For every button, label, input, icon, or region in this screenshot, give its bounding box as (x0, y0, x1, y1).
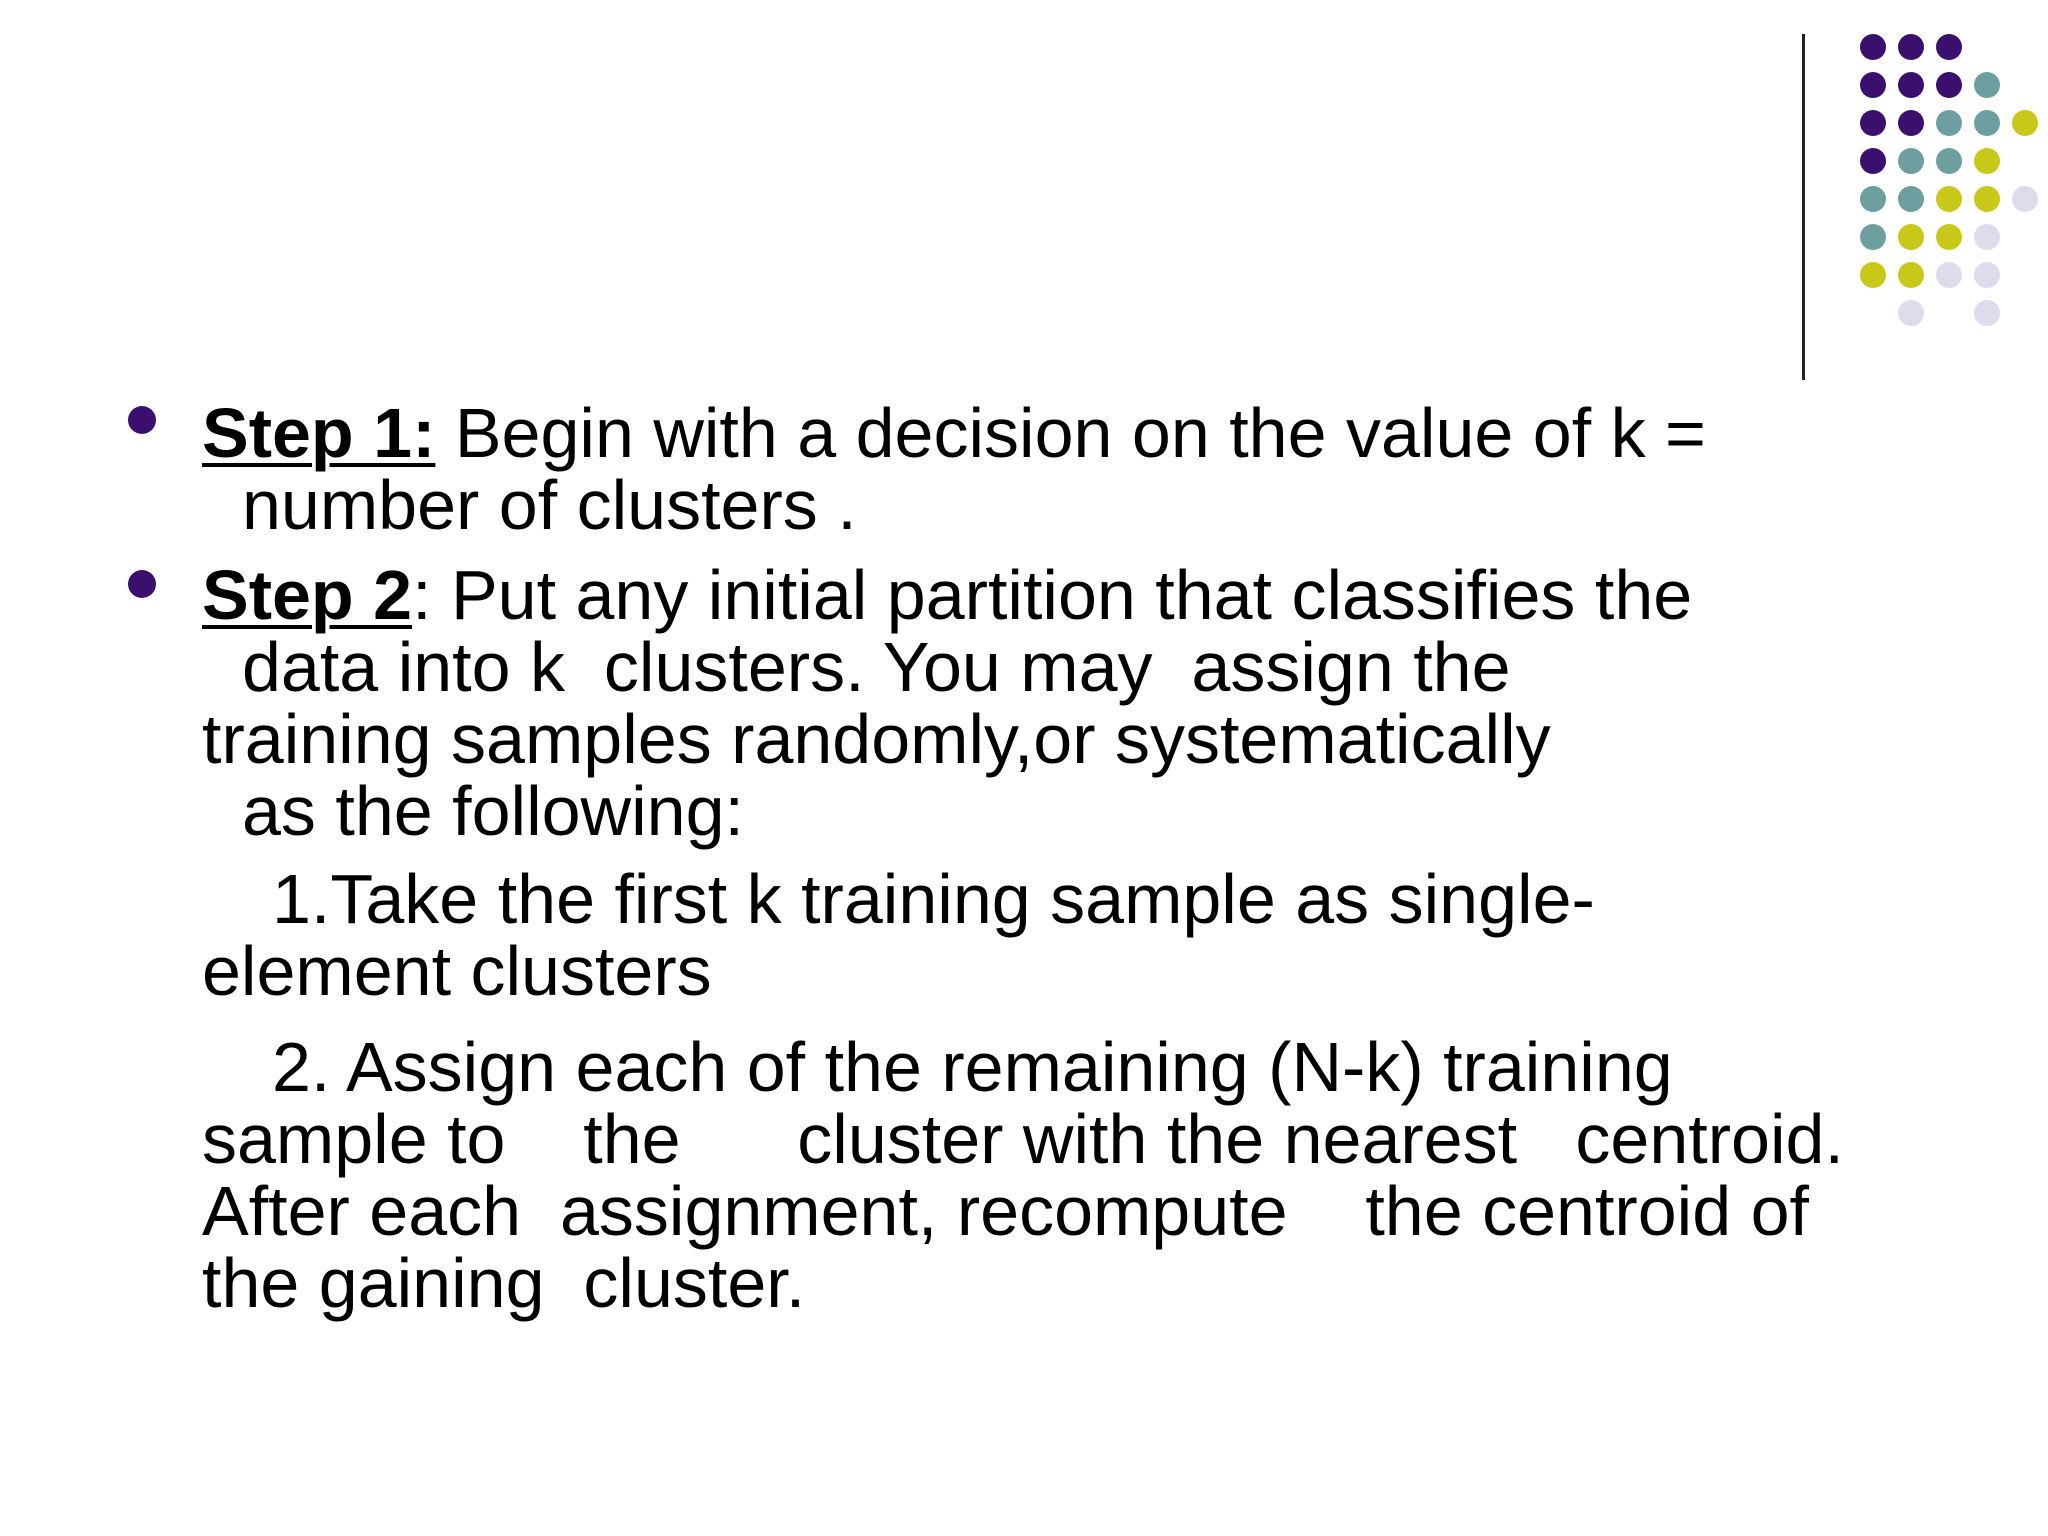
step-2-label: Step 2 (202, 556, 413, 634)
step-2-line-2: data into k clusters. You may assign the (242, 628, 1511, 706)
step-2-line-3: training samples randomly,or systematically (202, 700, 1551, 778)
item-2-line-3: After each assignment, recompute the centroid of (202, 1172, 1809, 1250)
item-2-line-1: 2. Assign each of the remaining (N-k) training (272, 1028, 1673, 1106)
step-2-text: : Put any initial partition that classifies the (412, 556, 1693, 634)
item-2-line-4: the gaining cluster. (202, 1244, 806, 1322)
bullet-step-2 (128, 570, 156, 598)
step-1-line-2: number of clusters . (242, 466, 857, 544)
item-1-line-1: 1.Take the first k training sample as single- (272, 860, 1595, 938)
step-1-line-1 (202, 394, 1706, 472)
item-1-line-2: element clusters (202, 932, 712, 1010)
bullet-step-1 (128, 406, 156, 434)
step-2-line-1 (202, 556, 1693, 634)
step-1-label: Step 1: (202, 394, 436, 472)
step-2-line-4: as the following: (242, 772, 744, 850)
item-2-line-2: sample to the cluster with the nearest centroid. (202, 1100, 1844, 1178)
step-1-text: Begin with a decision on the value of k = (435, 394, 1706, 472)
